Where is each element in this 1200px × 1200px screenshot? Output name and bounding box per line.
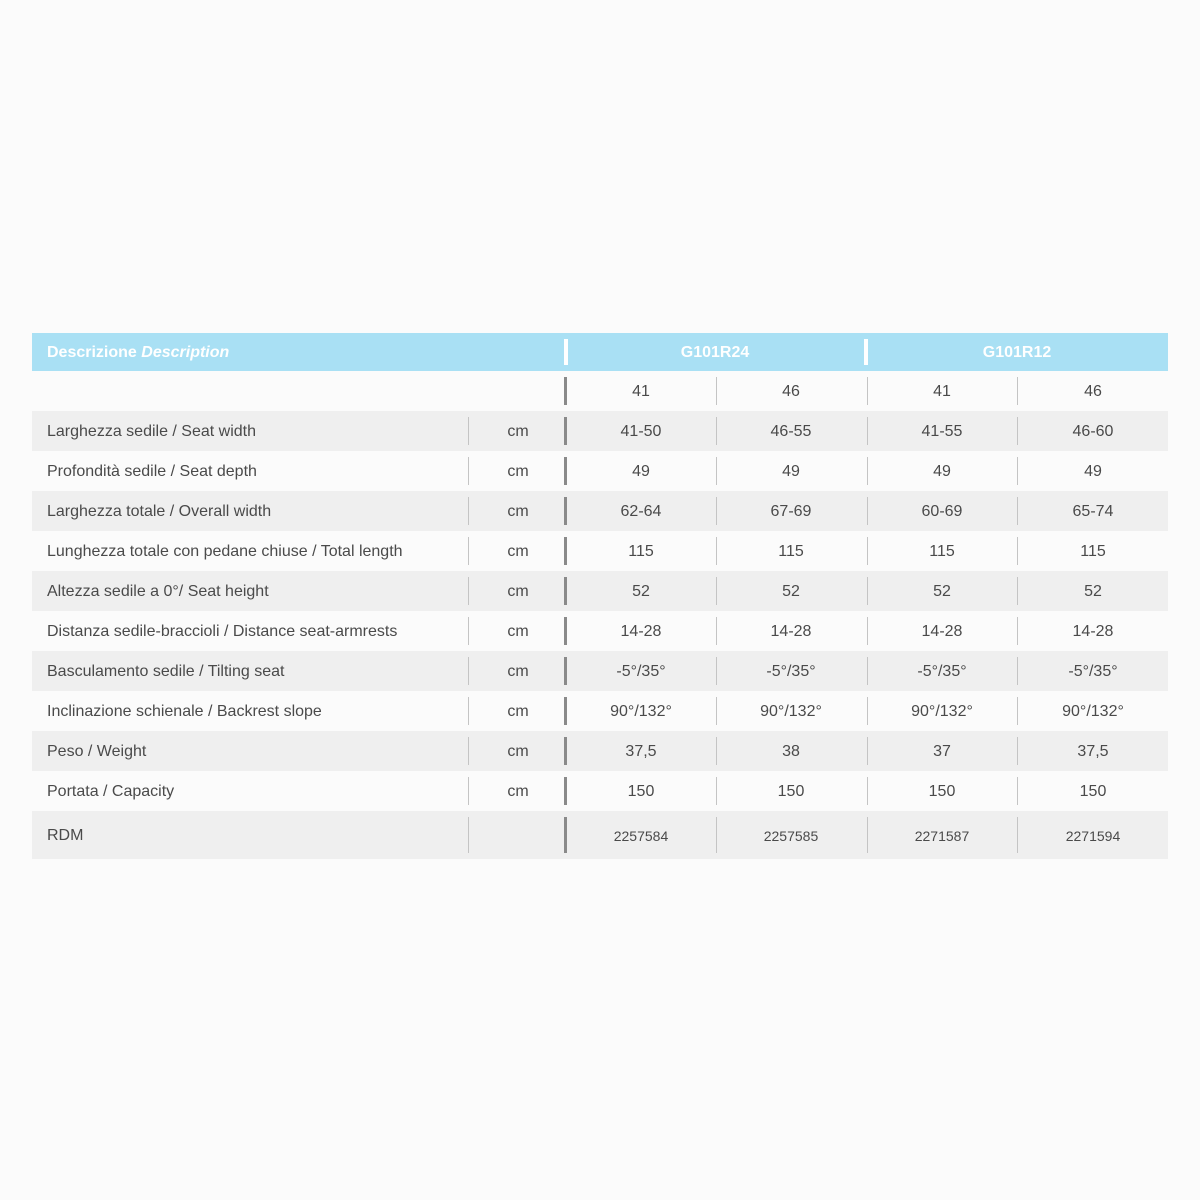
value-cell: 150 [627,783,655,800]
header-model-g101r12: G101R12 [982,344,1052,361]
value-cell: 46-60 [1072,423,1114,440]
value-cell: 38 [782,743,800,760]
row-label: Larghezza sedile / Seat width [47,423,257,440]
row-label: Basculamento sedile / Tilting seat [47,663,285,680]
value-cell: 37,5 [1077,743,1109,760]
value-cell: -5°/35° [616,663,666,680]
value-cell: 52 [782,583,800,600]
value-cell: 49 [933,463,951,480]
table-row [32,531,1168,571]
table-row [32,731,1168,771]
value-cell: 115 [1080,543,1106,560]
size-cell: 46 [782,383,800,400]
value-cell: 37 [933,743,951,760]
value-cell: 65-74 [1072,503,1114,520]
value-cell: 90°/132° [610,703,672,720]
value-cell: 115 [929,543,955,560]
row-unit: cm [507,463,529,480]
row-label: Lunghezza totale con pedane chiuse / Total length [47,543,403,560]
table-row [32,491,1168,531]
value-cell: -5°/35° [917,663,967,680]
row-label: Larghezza totale / Overall width [47,503,272,520]
value-cell: 14-28 [770,623,812,640]
value-cell: 115 [778,543,804,560]
value-cell: 150 [928,783,956,800]
value-cell: 62-64 [620,503,662,520]
table-row [32,411,1168,451]
value-cell: -5°/35° [766,663,816,680]
row-label: Portata / Capacity [47,783,175,800]
value-cell: 41-50 [620,423,662,440]
value-cell: 49 [632,463,650,480]
value-cell: 115 [628,543,654,560]
size-cell: 41 [933,383,951,400]
rdm-cell: 2257585 [763,828,819,844]
row-label: Altezza sedile a 0°/ Seat height [47,583,269,600]
value-cell: 67-69 [770,503,812,520]
column-separator [468,817,469,853]
row-unit: cm [507,743,529,760]
value-cell: 90°/132° [911,703,973,720]
rdm-cell: 2271587 [914,828,970,844]
value-cell: 14-28 [921,623,963,640]
row-unit: cm [507,783,529,800]
row-unit: cm [507,543,529,560]
value-cell: 150 [1079,783,1107,800]
row-label: Inclinazione schienale / Backrest slope [47,703,322,720]
value-cell: 150 [777,783,805,800]
value-cell: 49 [782,463,800,480]
value-cell: 14-28 [620,623,662,640]
row-label: Profondità sedile / Seat depth [47,463,257,480]
header-model-g101r24: G101R24 [680,344,750,361]
rdm-cell: 2257584 [613,828,669,844]
row-unit: cm [507,663,529,680]
spec-table [32,333,1168,859]
value-cell: 14-28 [1072,623,1114,640]
value-cell: -5°/35° [1068,663,1118,680]
value-cell: 46-55 [770,423,812,440]
table-row [32,451,1168,491]
row-unit: cm [507,423,529,440]
row-unit: cm [507,503,529,520]
row-unit: cm [507,703,529,720]
row-unit: cm [507,583,529,600]
table-row [32,611,1168,651]
table-row [32,691,1168,731]
header-description: Descrizione Description [47,344,230,361]
value-cell: 49 [1084,463,1102,480]
sizes-row [32,371,1168,411]
row-label: Distanza sedile-braccioli / Distance seat-armrests [47,623,398,640]
value-cell: 60-69 [921,503,963,520]
size-cell: 41 [632,383,650,400]
row-label: RDM [47,827,84,844]
row-label: Peso / Weight [47,743,147,760]
rdm-row [32,811,1168,859]
value-cell: 52 [632,583,650,600]
row-unit: cm [507,623,529,640]
size-cell: 46 [1084,383,1102,400]
table-header [32,333,1168,371]
value-cell: 90°/132° [760,703,822,720]
value-cell: 90°/132° [1062,703,1124,720]
rdm-cell: 2271594 [1065,828,1121,844]
value-cell: 37,5 [625,743,657,760]
table-row [32,651,1168,691]
table-row [32,771,1168,811]
value-cell: 52 [933,583,951,600]
table-row [32,571,1168,611]
value-cell: 41-55 [921,423,963,440]
value-cell: 52 [1084,583,1102,600]
